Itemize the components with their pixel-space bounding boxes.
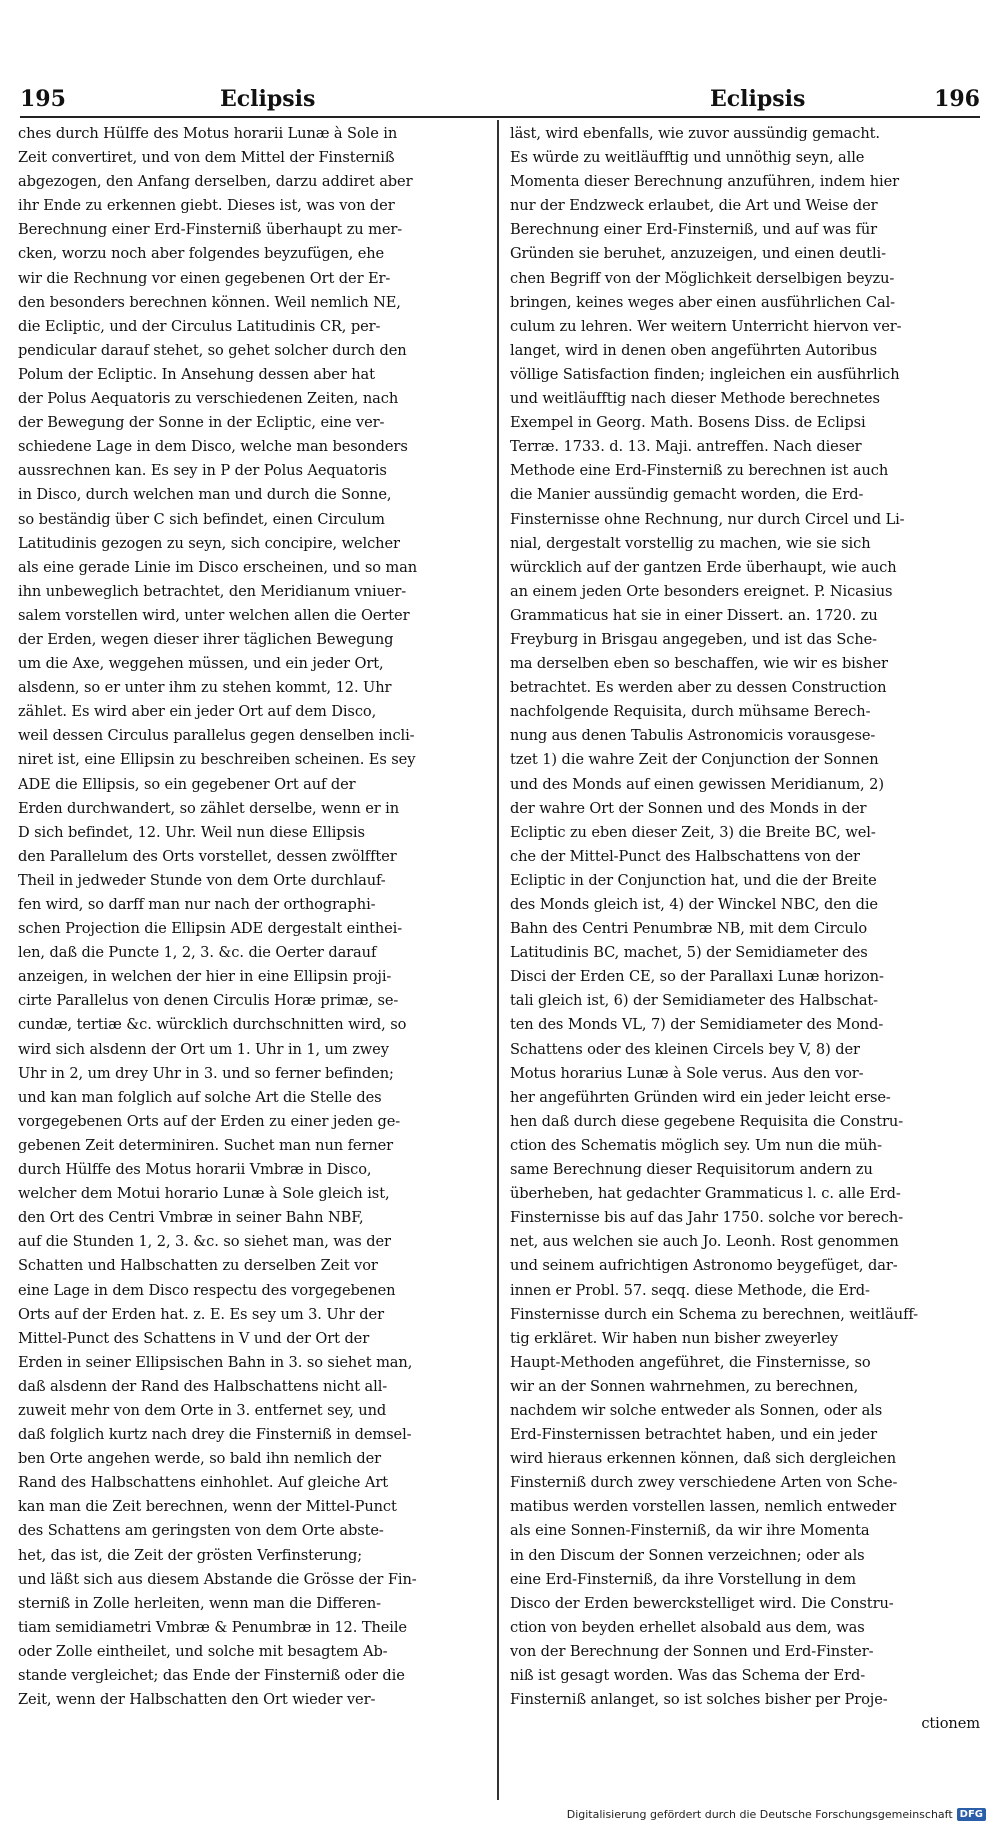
text-line: und läßt sich aus diesem Abstande die Grösse der Fin- bbox=[18, 1570, 417, 1588]
text-line: ADE die Ellipsis, so ein gegebener Ort auf der bbox=[18, 775, 356, 793]
text-line: Ecliptic zu eben dieser Zeit, 3) die Breite BC, wel- bbox=[510, 823, 876, 841]
running-header bbox=[20, 86, 980, 120]
text-line: Mittel-Punct des Schattens in V und der Ort der bbox=[18, 1329, 370, 1347]
text-line: schen Projection die Ellipsin ADE dergestalt einthei- bbox=[18, 920, 403, 938]
text-line: chen Begriff von der Möglichkeit derselbigen beyzu- bbox=[510, 269, 895, 287]
text-line: den besonders berechnen können. Weil nemlich NE, bbox=[18, 293, 401, 311]
text-line: cundæ, tertiæ &c. würcklich durchschnitten wird, so bbox=[18, 1016, 407, 1034]
text-line: Terræ. 1733. d. 13. Maji. antreffen. Nach dieser bbox=[510, 438, 862, 456]
text-line: Berechnung einer Erd-Finsterniß überhaupt zu mer- bbox=[18, 221, 403, 239]
text-line: Ecliptic in der Conjunction hat, und die der Breite bbox=[510, 871, 877, 889]
text-line: abgezogen, den Anfang derselben, darzu addiret aber bbox=[18, 173, 413, 191]
header-rule bbox=[20, 116, 980, 118]
text-line: Disci der Erden CE, so der Parallaxi Lunæ horizon- bbox=[510, 968, 884, 986]
text-line: nachdem wir solche entweder als Sonnen, oder als bbox=[510, 1401, 883, 1419]
text-line: stande vergleichet; das Ende der Finsterniß oder die bbox=[18, 1667, 405, 1684]
text-line: in Disco, durch welchen man und durch die Sonne, bbox=[18, 486, 392, 504]
text-line: Erd-Finsternissen betrachtet haben, und ein jeder bbox=[510, 1426, 877, 1444]
digitization-footer bbox=[567, 1804, 986, 1824]
text-line: pendicular darauf stehet, so gehet solcher durch den bbox=[18, 341, 407, 359]
text-line: tig erkläret. Wir haben nun bisher zweyerley bbox=[510, 1329, 839, 1347]
text-line: Bahn des Centri Penumbræ NB, mit dem Circulo bbox=[510, 920, 868, 938]
text-line: Haupt-Methoden angeführet, die Finsternisse, so bbox=[510, 1353, 871, 1371]
text-line: Freyburg in Brisgau angegeben, und ist das Sche- bbox=[510, 630, 877, 648]
right-text-column bbox=[510, 122, 980, 1736]
text-line: D sich befindet, 12. Uhr. Weil nun diese Ellipsis bbox=[18, 823, 365, 841]
text-line: auf die Stunden 1, 2, 3. &c. so siehet man, was der bbox=[18, 1233, 391, 1251]
text-line: Finsternisse bis auf das Jahr 1750. solche vor berech- bbox=[510, 1209, 904, 1227]
text-line: ben Orte angehen werde, so bald ihn nemlich der bbox=[18, 1450, 381, 1468]
column-divider bbox=[497, 120, 499, 1800]
text-line: nachfolgende Requisita, durch mühsame Berech- bbox=[510, 703, 871, 721]
text-line: Uhr in 2, um drey Uhr in 3. und so ferner befinden; bbox=[18, 1064, 394, 1082]
text-line: ma derselben eben so beschaffen, wie wir es bisher bbox=[510, 655, 888, 673]
text-line: vorgegebenen Orts auf der Erden zu einer jeden ge- bbox=[18, 1112, 401, 1130]
text-line: kan man die Zeit berechnen, wenn der Mittel-Punct bbox=[18, 1498, 397, 1516]
text-line: niret ist, eine Ellipsin zu beschreiben scheinen. Es sey bbox=[18, 751, 416, 769]
text-line: hen daß durch diese gegebene Requisita die Constru- bbox=[510, 1112, 904, 1130]
text-line: daß alsdenn der Rand des Halbschattens nicht all- bbox=[18, 1377, 388, 1395]
text-line: nung aus denen Tabulis Astronomicis vorausgese- bbox=[510, 727, 876, 745]
text-line: tiam semidiametri Vmbræ & Penumbræ in 12. Theile bbox=[18, 1618, 407, 1636]
text-line: würcklich auf der gantzen Erde überhaupt, wie auch bbox=[510, 558, 897, 576]
text-line: läst, wird ebenfalls, wie zuvor aussündig gemacht. bbox=[510, 125, 880, 142]
text-line: überheben, hat gedachter Grammaticus l. c. alle Erd- bbox=[510, 1185, 901, 1203]
text-line: oder Zolle eintheilet, und solche mit besagtem Ab- bbox=[18, 1642, 388, 1660]
text-line: fen wird, so darff man nur nach der orthographi- bbox=[18, 896, 376, 913]
text-line: Schatten und Halbschatten zu derselben Zeit vor bbox=[18, 1257, 378, 1275]
text-line: schiedene Lage in dem Disco, welche man besonders bbox=[18, 438, 408, 456]
text-line: Exempel in Georg. Math. Bosens Diss. de Eclipsi bbox=[510, 414, 866, 432]
text-line: Momenta dieser Berechnung anzuführen, indem hier bbox=[510, 173, 899, 191]
text-line: niß ist gesagt worden. Was das Schema der Erd- bbox=[510, 1667, 866, 1684]
text-line: cken, worzu noch aber folgendes beyzufügen, ehe bbox=[18, 245, 385, 263]
text-line: den Parallelum des Orts vorstellet, dessen zwölffter bbox=[18, 847, 397, 865]
right-running-title: Eclipsis bbox=[710, 86, 806, 112]
text-line: sterniß in Zolle herleiten, wenn man die Differen- bbox=[18, 1594, 382, 1612]
text-line: als eine Sonnen-Finsterniß, da wir ihre Momenta bbox=[510, 1522, 870, 1540]
text-line: Schattens oder des kleinen Circels bey V, 8) der bbox=[510, 1040, 860, 1058]
text-line: ches durch Hülffe des Motus horarii Lunæ à Sole in bbox=[18, 125, 398, 142]
text-line: und des Monds auf einen gewissen Meridianum, 2) bbox=[510, 775, 884, 793]
text-line: aussrechnen kan. Es sey in P der Polus Aequatoris bbox=[18, 462, 387, 480]
text-line: zählet. Es wird aber ein jeder Ort auf dem Disco, bbox=[18, 703, 377, 721]
text-line: Latitudinis BC, machet, 5) der Semidiameter des bbox=[510, 944, 868, 962]
text-line: Latitudinis gezogen zu seyn, sich concipire, welcher bbox=[18, 534, 400, 552]
text-line: tzet 1) die wahre Zeit der Conjunction der Sonnen bbox=[510, 751, 879, 769]
text-line: het, das ist, die Zeit der grösten Verfinsterung; bbox=[18, 1546, 363, 1564]
text-line: als eine gerade Linie im Disco erscheinen, und so man bbox=[18, 558, 418, 576]
text-line: Theil in jedweder Stunde von dem Orte durchlauf- bbox=[18, 871, 386, 889]
text-line: Motus horarius Lunæ à Sole verus. Aus den vor- bbox=[510, 1064, 864, 1082]
text-line: Zeit convertiret, und von dem Mittel der Finsterniß bbox=[18, 149, 395, 167]
text-line: alsdenn, so er unter ihm zu stehen kommt, 12. Uhr bbox=[18, 679, 392, 697]
text-line: ctionem bbox=[921, 1715, 980, 1733]
text-line: ihr Ende zu erkennen giebt. Dieses ist, was von der bbox=[18, 197, 395, 215]
text-line: ction des Schematis möglich sey. Um nun die müh- bbox=[510, 1136, 882, 1154]
text-line: die Manier aussündig gemacht worden, die Erd- bbox=[510, 486, 864, 504]
text-line: Grammaticus hat sie in einer Dissert. an. 1720. zu bbox=[510, 606, 878, 624]
text-line: und weitläufftig nach dieser Methode berechnetes bbox=[510, 390, 880, 408]
text-line: gebenen Zeit determiniren. Suchet man nun ferner bbox=[18, 1136, 394, 1154]
text-line: Gründen sie beruhet, anzuzeigen, und einen deutli- bbox=[510, 245, 886, 263]
text-line: um die Axe, weggehen müssen, und ein jeder Ort, bbox=[18, 655, 384, 673]
text-line: wir die Rechnung vor einen gegebenen Ort der Er- bbox=[18, 269, 391, 287]
text-line: Zeit, wenn der Halbschatten den Ort wieder ver- bbox=[18, 1691, 376, 1709]
text-line: Finsternisse ohne Rechnung, nur durch Circel und Li- bbox=[510, 510, 905, 528]
text-line: innen er Probl. 57. seqq. diese Methode, die Erd- bbox=[510, 1281, 870, 1299]
text-line: Es würde zu weitläufftig und unnöthig seyn, alle bbox=[510, 149, 865, 167]
right-page-number: 196 bbox=[934, 86, 980, 112]
text-line: die Ecliptic, und der Circulus Latitudinis CR, per- bbox=[18, 317, 381, 335]
left-page-number: 195 bbox=[20, 86, 66, 112]
text-line: langet, wird in denen oben angeführten Autoribus bbox=[510, 341, 878, 359]
text-line: nial, dergestalt vorstellig zu machen, wie sie sich bbox=[510, 534, 871, 552]
dfg-logo: DFG bbox=[957, 1808, 986, 1821]
text-line: in den Discum der Sonnen verzeichnen; oder als bbox=[510, 1546, 865, 1564]
text-line: von der Berechnung der Sonnen und Erd-Finster- bbox=[510, 1642, 874, 1660]
text-line: Erden durchwandert, so zählet derselbe, wenn er in bbox=[18, 799, 400, 817]
text-line: Erden in seiner Ellipsischen Bahn in 3. so siehet man, bbox=[18, 1353, 413, 1371]
text-line: salem vorstellen wird, unter welchen allen die Oerter bbox=[18, 606, 410, 624]
text-line: welcher dem Motui horario Lunæ à Sole gleich ist, bbox=[18, 1185, 390, 1203]
text-line: eine Lage in dem Disco respectu des vorgegebenen bbox=[18, 1281, 396, 1299]
text-line: same Berechnung dieser Requisitorum andern zu bbox=[510, 1161, 873, 1179]
text-line: weil dessen Circulus parallelus gegen denselben incli- bbox=[18, 727, 415, 745]
text-line: durch Hülffe des Motus horarii Vmbræ in Disco, bbox=[18, 1161, 372, 1179]
text-line: len, daß die Puncte 1, 2, 3. &c. die Oerter darauf bbox=[18, 944, 377, 962]
text-line: des Monds gleich ist, 4) der Winckel NBC, den die bbox=[510, 896, 878, 913]
text-line: ction von beyden erhellet alsobald aus dem, was bbox=[510, 1618, 865, 1636]
text-line: des Schattens am geringsten von dem Orte abste- bbox=[18, 1522, 384, 1540]
text-line: der Bewegung der Sonne in der Ecliptic, eine ver- bbox=[18, 414, 385, 432]
text-line: culum zu lehren. Wer weitern Unterricht hiervon ver- bbox=[510, 317, 902, 335]
text-line: bringen, keines weges aber einen ausführlichen Cal- bbox=[510, 293, 895, 311]
text-line: wir an der Sonnen wahrnehmen, zu berechnen, bbox=[510, 1377, 859, 1395]
text-line: ten des Monds VL, 7) der Semidiameter des Mond- bbox=[510, 1016, 884, 1034]
text-line: eine Erd-Finsterniß, da ihre Vorstellung in dem bbox=[510, 1570, 857, 1588]
text-line: Disco der Erden bewerckstelliget wird. Die Constru- bbox=[510, 1594, 894, 1612]
text-line: völlige Satisfaction finden; ingleichen ein ausführlich bbox=[510, 365, 900, 383]
text-line: net, aus welchen sie auch Jo. Leonh. Rost genommen bbox=[510, 1233, 899, 1251]
text-line: der Erden, wegen dieser ihrer täglichen Bewegung bbox=[18, 630, 394, 648]
text-line: den Ort des Centri Vmbræ in seiner Bahn NBF, bbox=[18, 1209, 364, 1227]
text-line: zuweit mehr von dem Orte in 3. entfernet sey, und bbox=[18, 1401, 387, 1419]
text-line: daß folglich kurtz nach drey die Finsterniß in demsel- bbox=[18, 1426, 412, 1444]
text-line: Finsternisse durch ein Schema zu berechnen, weitläuff- bbox=[510, 1305, 918, 1323]
text-line: tali gleich ist, 6) der Semidiameter des Halbschat- bbox=[510, 992, 879, 1010]
text-line: Berechnung einer Erd-Finsterniß, und auf was für bbox=[510, 221, 878, 239]
text-line: Finsterniß anlanget, so ist solches bisher per Proje- bbox=[510, 1691, 888, 1709]
text-line: her angeführten Gründen wird ein jeder leicht erse- bbox=[510, 1088, 891, 1106]
text-line: der Polus Aequatoris zu verschiedenen Zeiten, nach bbox=[18, 390, 399, 408]
text-line: ihn unbeweglich betrachtet, den Meridianum vniuer- bbox=[18, 582, 407, 600]
text-line: matibus werden vorstellen lassen, nemlich entweder bbox=[510, 1498, 897, 1516]
text-line: an einem jeden Orte besonders ereignet. P. Nicasius bbox=[510, 582, 893, 600]
left-text-column bbox=[18, 122, 488, 1712]
text-line: und kan man folglich auf solche Art die Stelle des bbox=[18, 1088, 382, 1106]
text-line: betrachtet. Es werden aber zu dessen Construction bbox=[510, 679, 887, 697]
text-line: so beständig über C sich befindet, einen Circulum bbox=[18, 510, 385, 528]
text-line: Rand des Halbschattens einhohlet. Auf gleiche Art bbox=[18, 1474, 388, 1492]
text-line: cirte Parallelus von denen Circulis Horæ primæ, se- bbox=[18, 992, 399, 1010]
text-line: anzeigen, in welchen der hier in eine Ellipsin proji- bbox=[18, 968, 392, 986]
text-line: und seinem aufrichtigen Astronomo beygefüget, dar- bbox=[510, 1257, 898, 1275]
text-line: che der Mittel-Punct des Halbschattens von der bbox=[510, 847, 860, 865]
text-line: nur der Endzweck erlaubet, die Art und Weise der bbox=[510, 197, 878, 215]
text-line: wird hieraus erkennen können, daß sich dergleichen bbox=[510, 1450, 897, 1468]
left-running-title: Eclipsis bbox=[220, 86, 316, 112]
text-line: der wahre Ort der Sonnen und des Monds in der bbox=[510, 799, 867, 817]
text-line: Methode eine Erd-Finsterniß zu berechnen ist auch bbox=[510, 462, 889, 480]
text-line: Polum der Ecliptic. In Ansehung dessen aber hat bbox=[18, 365, 375, 383]
text-line: Finsterniß durch zwey verschiedene Arten von Sche- bbox=[510, 1474, 898, 1492]
text-line: Orts auf der Erden hat. z. E. Es sey um 3. Uhr der bbox=[18, 1305, 384, 1323]
footer-credit: Digitalisierung gefördert durch die Deutsche Forschungsgemeinschaft bbox=[566, 1807, 953, 1821]
text-line: wird sich alsdenn der Ort um 1. Uhr in 1, um zwey bbox=[18, 1040, 389, 1058]
